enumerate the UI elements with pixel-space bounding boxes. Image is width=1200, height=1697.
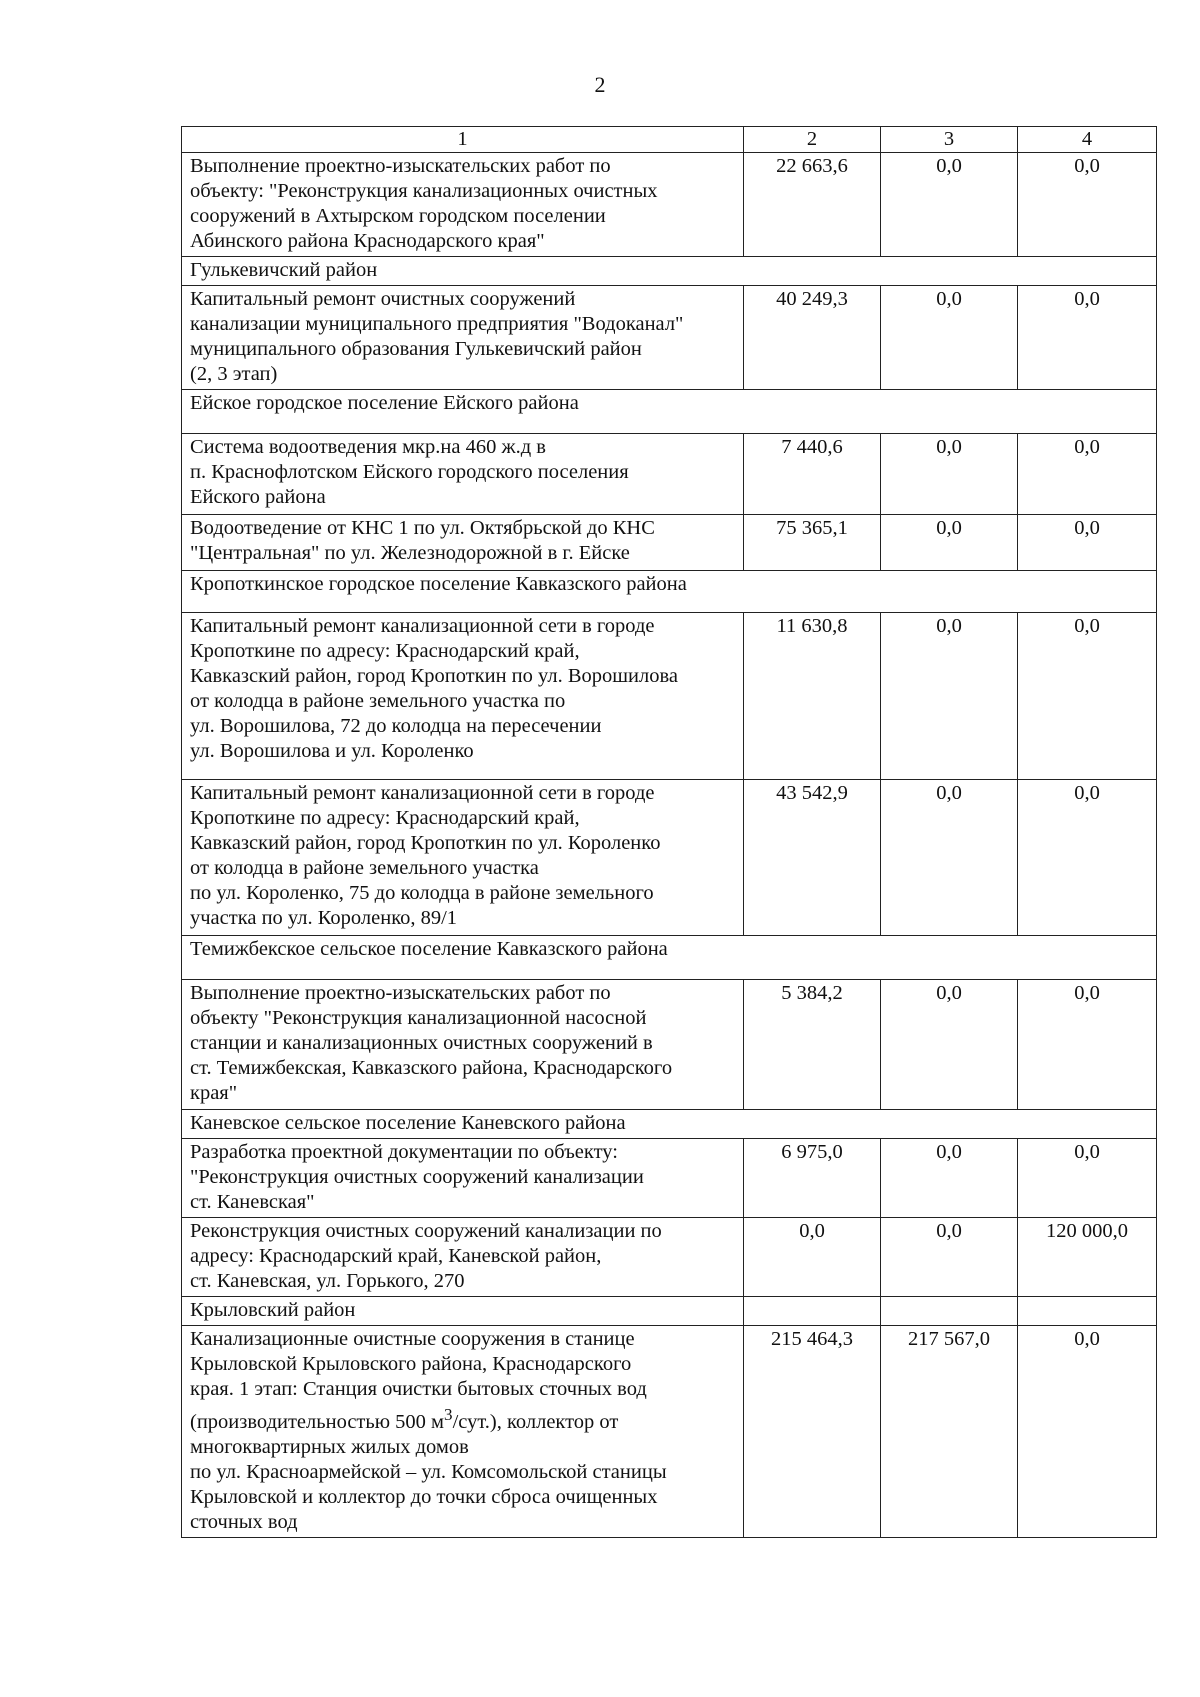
section-row (182, 1297, 1157, 1326)
row-value-col2: 5 384,2 (744, 980, 881, 1110)
row-value-col2: 0,0 (744, 1218, 881, 1297)
row-description-part: /сут.), коллектор от многоквартирных жилых домов по ул. Красноармейской – ул. Комсомольской станицы Крыловской и коллектор до точки сброса очищенных сточных вод (190, 1410, 667, 1533)
table-row (182, 980, 1157, 1110)
table-row (182, 515, 1157, 571)
row-value-col2: 6 975,0 (744, 1139, 881, 1218)
row-value-col3: 0,0 (881, 434, 1018, 515)
row-description (182, 1326, 744, 1538)
row-description: Реконструкция очистных сооружений канализации по адресу: Краснодарский край, Каневской район, ст. Каневская, ул. Горького, 270 (182, 1218, 744, 1297)
section-row (182, 390, 1157, 434)
row-value-col3: 0,0 (881, 980, 1018, 1110)
row-value-col4: 0,0 (1018, 613, 1157, 780)
row-value-col4: 120 000,0 (1018, 1218, 1157, 1297)
section-row (182, 1110, 1157, 1139)
row-value-col3: 0,0 (881, 1218, 1018, 1297)
table-row (182, 153, 1157, 257)
empty-cell (881, 1297, 1018, 1326)
row-value-col3: 0,0 (881, 153, 1018, 257)
table-row (182, 780, 1157, 936)
row-description-part: Канализационные очистные сооружения в станице Крыловской Крыловского района, Краснодарского края. 1 этап: Станция очистки бытовых сточных вод (производительностью 500 м (190, 1328, 647, 1433)
table-row (182, 434, 1157, 515)
row-value-col4: 0,0 (1018, 153, 1157, 257)
row-value-col4: 0,0 (1018, 780, 1157, 936)
header-col-4: 4 (1018, 127, 1157, 153)
row-value-col2: 40 249,3 (744, 286, 881, 390)
row-value-col3: 0,0 (881, 515, 1018, 571)
row-value-col4: 0,0 (1018, 515, 1157, 571)
table-row (182, 286, 1157, 390)
row-value-col4: 0,0 (1018, 1139, 1157, 1218)
section-title: Темижбекское сельское поселение Кавказского района (182, 936, 1157, 980)
row-description: Выполнение проектно-изыскательских работ по объекту "Реконструкция канализационной насосной станции и канализационных очистных сооружений в ст. Темижбекская, Кавказского района, Краснодарского края" (182, 980, 744, 1110)
row-description: Капитальный ремонт очистных сооружений канализации муниципального предприятия "Водоканал" муниципального образования Гулькевичский район (2, 3 этап) (182, 286, 744, 390)
row-value-col4: 0,0 (1018, 286, 1157, 390)
header-col-1: 1 (182, 127, 744, 153)
superscript-3: 3 (444, 1405, 453, 1424)
section-title: Гулькевичский район (182, 257, 1157, 286)
row-description: Разработка проектной документации по объекту: "Реконструкция очистных сооружений канализации ст. Каневская" (182, 1139, 744, 1218)
row-description: Капитальный ремонт канализационной сети в городе Кропоткине по адресу: Краснодарский край, Кавказский район, город Кропоткин по ул. Ворошилова от колодца в районе земельного участка по ул. Ворошилова, 72 до колодца на пересечении ул. Ворошилова и ул. Короленко (182, 613, 744, 780)
row-value-col2: 215 464,3 (744, 1326, 881, 1538)
header-col-2: 2 (744, 127, 881, 153)
row-value-col3: 0,0 (881, 780, 1018, 936)
row-description: Выполнение проектно-изыскательских работ по объекту: "Реконструкция канализационных очистных сооружений в Ахтырском городском поселении Абинского района Краснодарского края" (182, 153, 744, 257)
row-value-col2: 43 542,9 (744, 780, 881, 936)
row-value-col3: 217 567,0 (881, 1326, 1018, 1538)
section-title: Кропоткинское городское поселение Кавказского района (182, 571, 1157, 613)
empty-cell (744, 1297, 881, 1326)
row-value-col2: 22 663,6 (744, 153, 881, 257)
row-value-col4: 0,0 (1018, 980, 1157, 1110)
section-row (182, 257, 1157, 286)
row-value-col2: 7 440,6 (744, 434, 881, 515)
table-row (182, 1218, 1157, 1297)
row-description: Капитальный ремонт канализационной сети в городе Кропоткине по адресу: Краснодарский край, Кавказский район, город Кропоткин по ул. Короленко от колодца в районе земельного участка по ул. Короленко, 75 до колодца в районе земельного участка по ул. Короленко, 89/1 (182, 780, 744, 936)
row-value-col3: 0,0 (881, 613, 1018, 780)
row-value-col3: 0,0 (881, 1139, 1018, 1218)
row-value-col4: 0,0 (1018, 434, 1157, 515)
table-row (182, 613, 1157, 780)
row-description: Система водоотведения мкр.на 460 ж.д в п. Краснофлотском Ейского городского поселения Ейского района (182, 434, 744, 515)
table-row (182, 1326, 1157, 1538)
section-title: Крыловский район (182, 1297, 744, 1326)
page-number: 2 (594, 72, 606, 97)
row-description: Водоотведение от КНС 1 по ул. Октябрьской до КНС "Центральная" по ул. Железнодорожной в г. Ейске (182, 515, 744, 571)
section-row (182, 936, 1157, 980)
row-value-col3: 0,0 (881, 286, 1018, 390)
section-row (182, 571, 1157, 613)
table-row (182, 1139, 1157, 1218)
section-title: Ейское городское поселение Ейского района (182, 390, 1157, 434)
funding-table (181, 126, 1157, 1538)
empty-cell (1018, 1297, 1157, 1326)
row-value-col4: 0,0 (1018, 1326, 1157, 1538)
section-title: Каневское сельское поселение Каневского района (182, 1110, 1157, 1139)
header-col-3: 3 (881, 127, 1018, 153)
table-header-row (182, 127, 1157, 153)
row-value-col2: 75 365,1 (744, 515, 881, 571)
row-value-col2: 11 630,8 (744, 613, 881, 780)
